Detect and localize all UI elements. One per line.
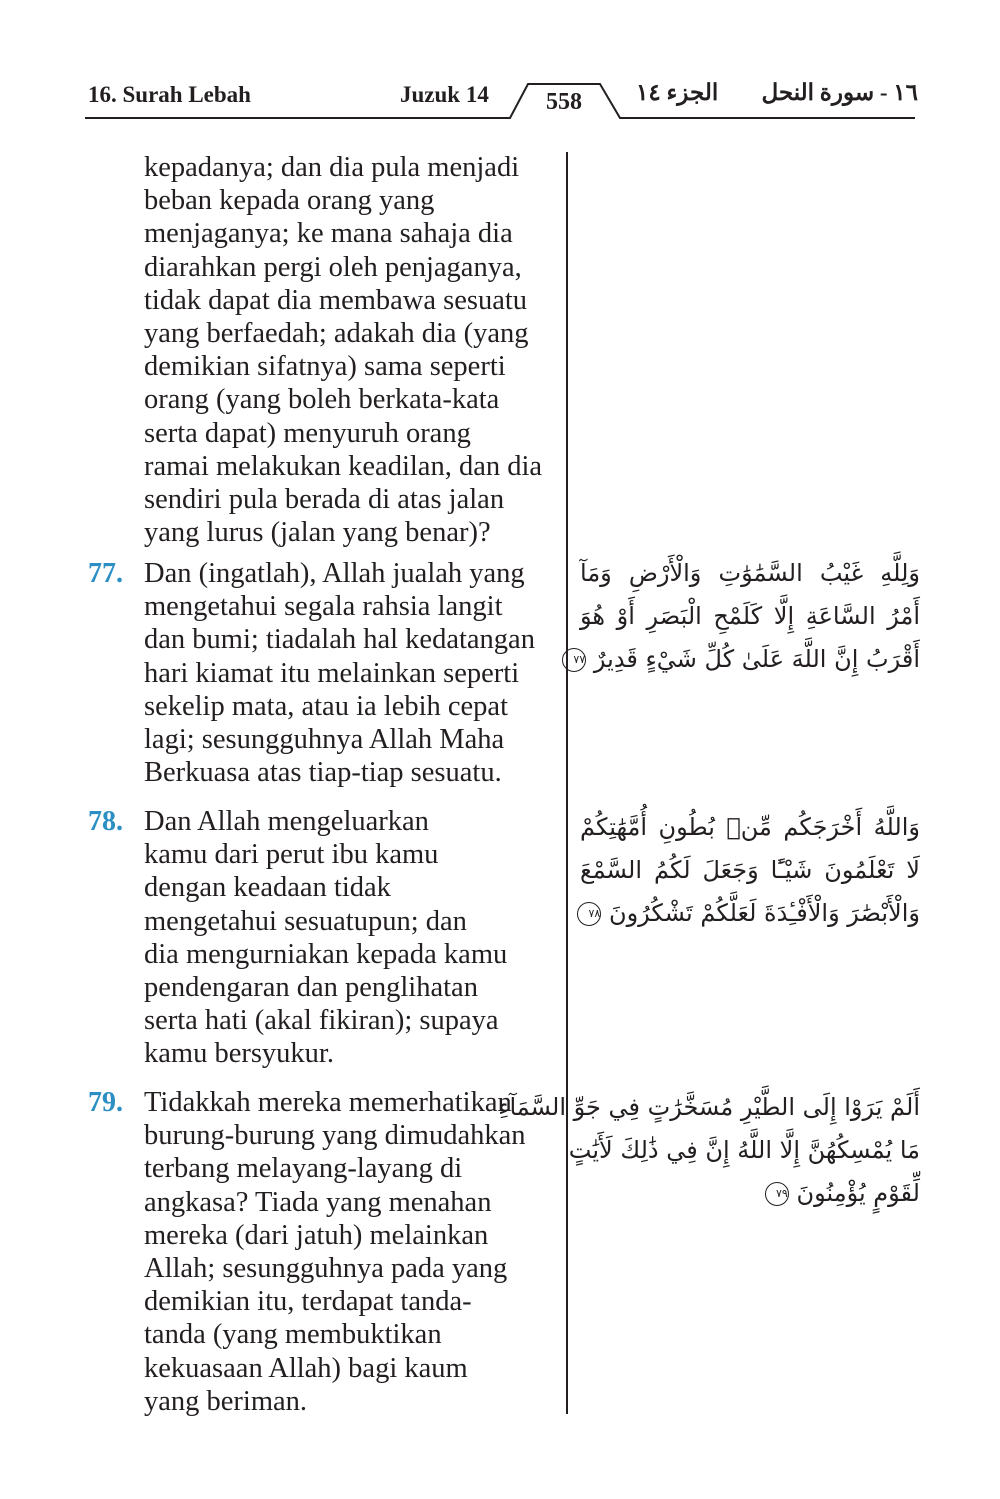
translation-line: pendengaran dan penglihatan <box>144 972 478 1004</box>
arabic-line: مَا يُمْسِكُهُنَّ إِلَّا اللَّهُ إِنَّ فِي ذَٰلِكَ لَأَيَٰتٍ <box>568 1136 920 1164</box>
translation-line: burung-burung yang dimudahkan <box>144 1120 526 1152</box>
verse-number: 78. <box>88 806 123 837</box>
translation-line: terbang melayang-layang di <box>144 1153 463 1185</box>
header-rule <box>0 0 1000 140</box>
juz-label-latin: Juzuk 14 <box>400 82 489 107</box>
arabic-line <box>580 1172 920 1215</box>
translation-line: sekelip mata, atau ia lebih cepat <box>144 690 509 722</box>
juz-label-arabic: الجزء ١٤ <box>636 80 719 105</box>
translation-line: serta hati (akal fikiran); supaya <box>144 1005 499 1037</box>
verse-79-translation <box>88 1086 560 1418</box>
page-number: 558 <box>546 89 582 115</box>
translation-line: dia mengurniakan kepada kamu <box>144 938 508 970</box>
translation-line: diarahkan pergi oleh penjaganya, <box>144 251 522 283</box>
translation-line: kamu bersyukur. <box>144 1038 334 1070</box>
translation-line: mereka (dari jatuh) melainkan <box>144 1219 489 1251</box>
translation-line: demikian sifatnya) sama seperti <box>144 351 506 383</box>
verse-number: 79. <box>88 1087 123 1118</box>
translation-line: menjaganya; ke mana sahaja dia <box>144 218 513 250</box>
arabic-line <box>573 638 920 681</box>
arabic-line: لَا تَعْلَمُونَ شَيْـًٔا وَجَعَلَ لَكُمُ السَّمْعَ <box>580 856 920 884</box>
verse-78-translation <box>88 805 560 1071</box>
translation-line: dan bumi; tiadalah hal kedatangan <box>144 624 535 656</box>
verse-77-translation <box>88 557 560 789</box>
translation-line: dengan keadaan tidak <box>144 872 391 904</box>
translation-line: sendiri pula berada di atas jalan <box>144 484 505 516</box>
translation-line: serta dapat) menyuruh orang <box>144 417 471 449</box>
translation-line: angkasa? Tiada yang menahan <box>144 1186 492 1218</box>
arabic-line: أَمْرُ السَّاعَةِ إِلَّا كَلَمْحِ الْبَصَرِ أَوْ هُوَ <box>580 602 920 630</box>
translation-line: Allah; sesungguhnya pada yang <box>144 1253 508 1285</box>
translation-line: orang (yang boleh berkata-kata <box>144 384 500 416</box>
arabic-line: وَاللَّهُ أَخْرَجَكُم مِّنۢ بُطُونِ أُمَّهَٰتِكُمْ <box>580 813 920 841</box>
translation-line: Dan (ingatlah), Allah jualah yang <box>144 558 525 589</box>
page-header <box>0 0 1000 140</box>
translation-line: yang berfaedah; adakah dia (yang <box>144 318 529 350</box>
translation-line: Berkuasa atas tiap-tiap sesuatu. <box>144 757 502 789</box>
ayah-end-marker: ٧٨ <box>577 902 601 926</box>
translation-line: yang lurus (jalan yang benar)? <box>144 517 491 549</box>
translation-line: tidak dapat dia membawa sesuatu <box>144 284 528 316</box>
verse-78-arabic <box>580 806 920 935</box>
translation-line: beban kepada orang yang <box>144 185 435 217</box>
verse-77-arabic <box>573 552 920 681</box>
translation-line: yang beriman. <box>144 1385 308 1417</box>
column-divider <box>566 152 568 1414</box>
arabic-line-text: أَقْرَبُ إِنَّ اللَّهَ عَلَىٰ كُلِّ شَيْءٍ قَدِيرٌ <box>593 645 920 673</box>
arabic-line: أَلَمْ يَرَوْا إِلَى الطَّيْرِ مُسَخَّرَٰتٍ فِي جَوِّ السَّمَآءِ <box>498 1093 920 1121</box>
translation-line: kekuasaan Allah) bagi kaum <box>144 1352 468 1384</box>
verse-number: 77. <box>88 558 123 589</box>
surah-title-arabic: ١٦ - سورة النحل <box>761 80 918 105</box>
translation-line: lagi; sesungguhnya Allah Maha <box>144 724 505 756</box>
translation-line: hari kiamat itu melainkan seperti <box>144 657 520 689</box>
arabic-line-text: لِّقَوْمٍ يُؤْمِنُونَ <box>796 1179 920 1207</box>
translation-line: kamu dari perut ibu kamu <box>144 839 439 871</box>
arabic-line: وَلِلَّهِ غَيْبُ السَّمَٰوَٰتِ وَالْأَرْضِ وَمَآ <box>580 559 920 587</box>
ayah-end-marker: ٧٧ <box>562 648 586 672</box>
verse-79-arabic <box>498 1086 920 1215</box>
translation-line: Dan Allah mengeluarkan <box>144 806 429 837</box>
translation-line: demikian itu, terdapat tanda- <box>144 1286 472 1318</box>
translation-line: mengetahui segala rahsia langit <box>144 591 503 623</box>
translation-line: kepadanya; dan dia pula menjadi <box>144 152 520 183</box>
translation-line: tanda (yang membuktikan <box>144 1319 442 1351</box>
translation-line: mengetahui sesuatupun; dan <box>144 905 467 937</box>
verse-76-continuation <box>88 151 560 549</box>
arabic-line <box>580 892 920 935</box>
translation-line: Tidakkah mereka memerhatikan <box>144 1087 512 1118</box>
ayah-end-marker: ٧٩ <box>765 1182 789 1206</box>
surah-title-latin: 16. Surah Lebah <box>88 82 251 107</box>
arabic-line-text: وَالْأَبْصَٰرَ وَالْأَفْـِٔدَةَ لَعَلَّكُمْ تَشْكُرُونَ <box>608 899 920 927</box>
translation-line: ramai melakukan keadilan, dan dia <box>144 450 543 482</box>
